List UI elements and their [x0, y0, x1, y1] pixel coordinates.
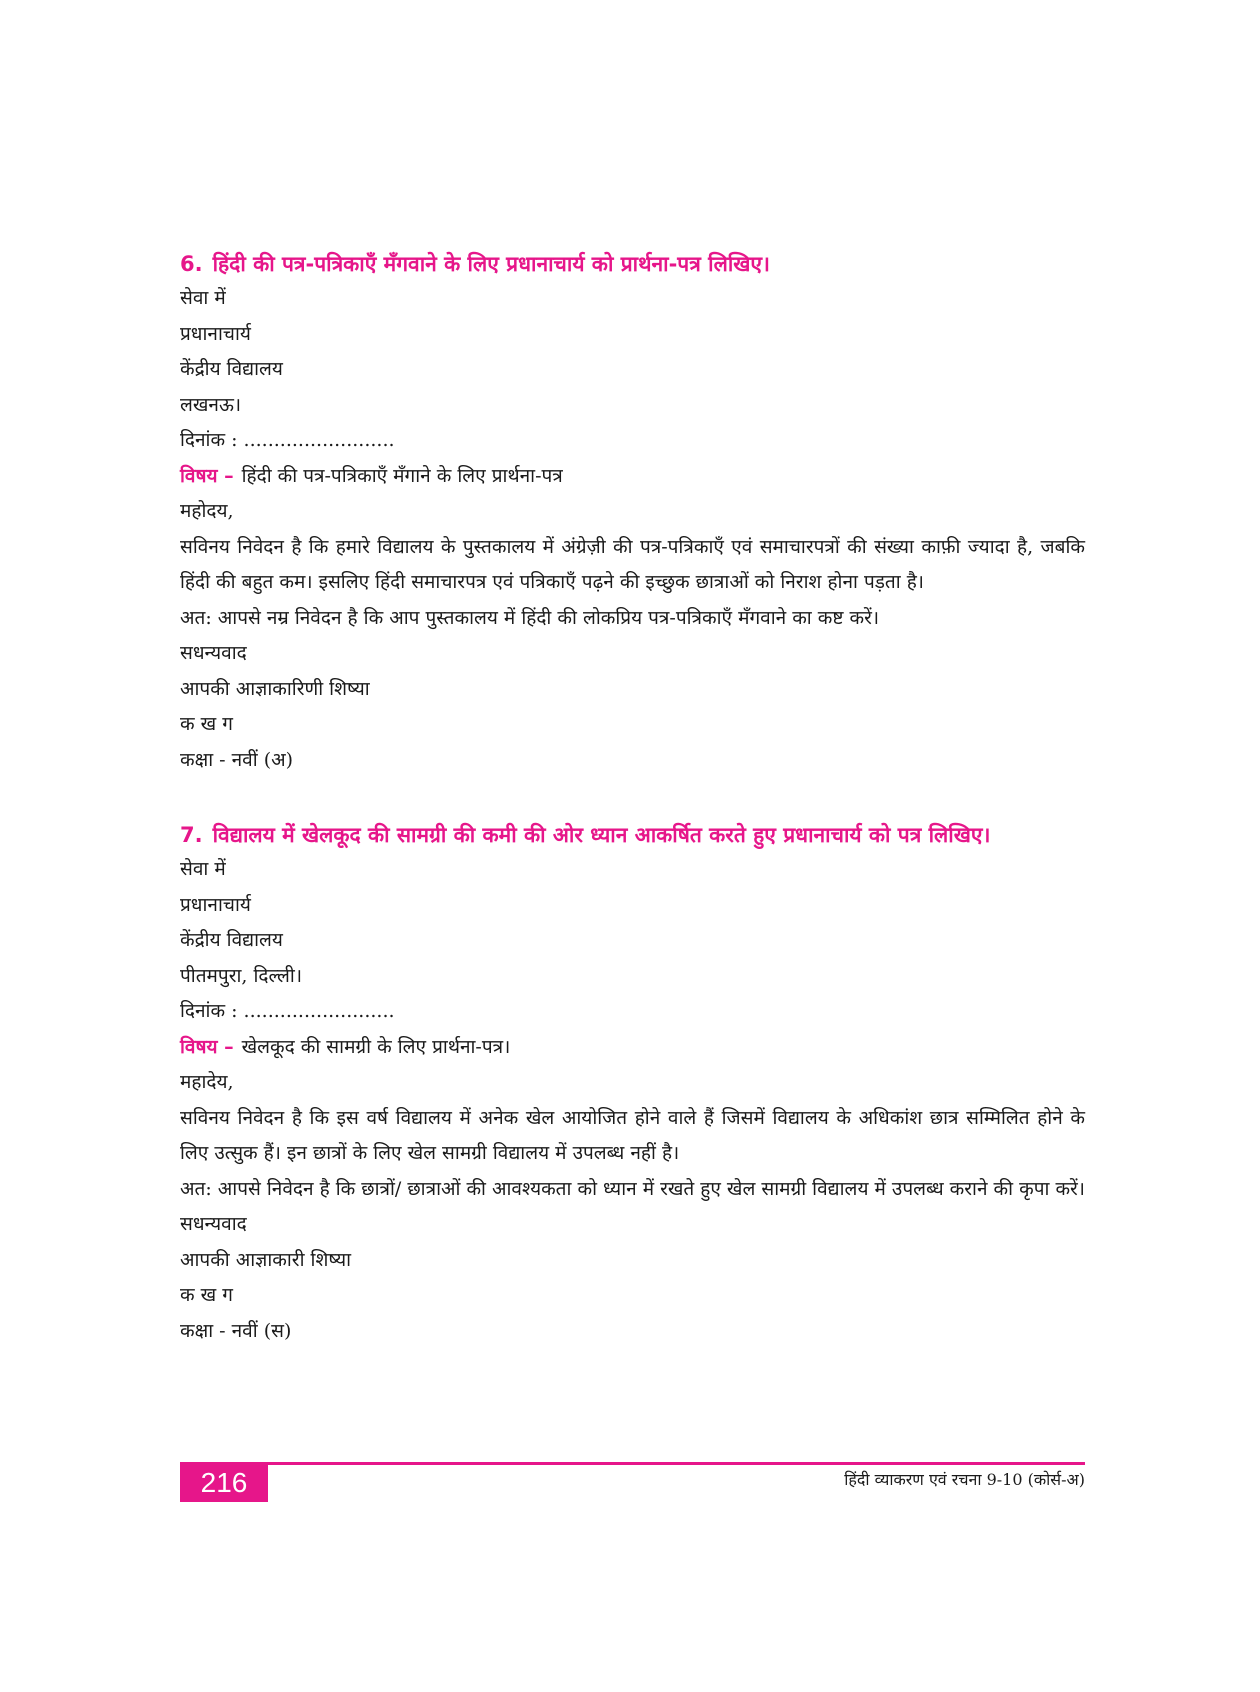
question-number: 6.	[180, 252, 203, 276]
date-line: दिनांक : .........................	[180, 1000, 395, 1022]
salutation: महादेय,	[180, 1071, 234, 1093]
book-title: हिंदी व्याकरण एवं रचना 9-10 (कोर्स-अ)	[844, 1470, 1085, 1489]
salutation: महोदय,	[180, 500, 234, 522]
closing-line: सधन्यवाद	[180, 1213, 247, 1235]
closing-line: कक्षा - नवीं (अ)	[180, 748, 294, 771]
subject-line	[180, 1030, 1085, 1066]
subject-text: हिंदी की पत्र-पत्रिकाएँ मँगाने के लिए प्रार्थना-पत्र	[241, 464, 563, 487]
subject-label: विषय –	[180, 464, 234, 487]
body-paragraph: सविनय निवेदन है कि हमारे विद्यालय के पुस्तकालय में अंग्रेज़ी की पत्र-पत्रिकाएँ एवं समाचारपत्रों की संख्या काफ़ी ज्यादा है, जबकि हिंदी की बहुत कम। इसलिए हिंदी समाचारपत्र एवं पत्रिकाएँ पढ़ने की इच्छुक छात्राओं को निराश होना पड़ता है।	[180, 535, 1085, 593]
question-number: 7.	[180, 823, 203, 847]
footer-rule	[180, 1462, 1085, 1465]
address-line: प्रधानाचार्य	[180, 322, 251, 345]
body-paragraph: सविनय निवेदन है कि इस वर्ष विद्यालय में अनेक खेल आयोजित होने वाले हैं जिसमें विद्यालय के अधिकांश छात्र सम्मिलित होने के लिए उत्सुक हैं। इन छात्रों के लिए खेल सामग्री विद्यालय में उपलब्ध नहीं है।	[180, 1106, 1085, 1164]
closing-line: कक्षा - नवीं (स)	[180, 1319, 292, 1342]
question-text: हिंदी की पत्र-पत्रिकाएँ मँगवाने के लिए प्रधानाचार्य को प्रार्थना-पत्र लिखिए।	[212, 252, 771, 276]
page-number: 216	[180, 1464, 268, 1502]
closing-line: आपकी आज्ञाकारी शिष्या	[180, 1248, 352, 1271]
address-line: सेवा में	[180, 287, 226, 309]
address-line: लखनऊ।	[180, 393, 242, 416]
address-line: केंद्रीय विद्यालय	[180, 929, 283, 951]
closing-line: सधन्यवाद	[180, 642, 247, 664]
page-content	[180, 247, 1085, 1349]
letter-section-7	[180, 818, 1085, 1349]
closing-line: क ख ग	[180, 713, 233, 735]
address-line: केंद्रीय विद्यालय	[180, 358, 283, 380]
section-gap	[180, 778, 1085, 818]
address-line: सेवा में	[180, 858, 226, 880]
body-paragraph: अत: आपसे नम्र निवेदन है कि आप पुस्तकालय में हिंदी की लोकप्रिय पत्र-पत्रिकाएँ मँगवाने का कष्ट करें।	[180, 606, 880, 629]
subject-label: विषय –	[180, 1035, 234, 1058]
question-text: विद्यालय में खेलकूद की सामग्री की कमी की ओर ध्यान आकर्षित करते हुए प्रधानाचार्य को पत्र लिखिए।	[212, 823, 991, 847]
date-line: दिनांक : .........................	[180, 429, 395, 451]
letter-section-6	[180, 247, 1085, 778]
subject-text: खेलकूद की सामग्री के लिए प्रार्थना-पत्र।	[241, 1035, 511, 1058]
closing-line: क ख ग	[180, 1284, 233, 1306]
closing-line: आपकी आज्ञाकारिणी शिष्या	[180, 677, 370, 700]
address-line: पीतमपुरा, दिल्ली।	[180, 964, 303, 987]
subject-line	[180, 459, 1085, 495]
body-paragraph: अत: आपसे निवेदन है कि छात्रों/ छात्राओं की आवश्यकता को ध्यान में रखते हुए खेल सामग्री विद्यालय में उपलब्ध कराने की कृपा करें।	[180, 1177, 1086, 1200]
question-heading-7	[180, 818, 1085, 852]
question-heading-6	[180, 247, 1085, 281]
address-line: प्रधानाचार्य	[180, 893, 251, 916]
